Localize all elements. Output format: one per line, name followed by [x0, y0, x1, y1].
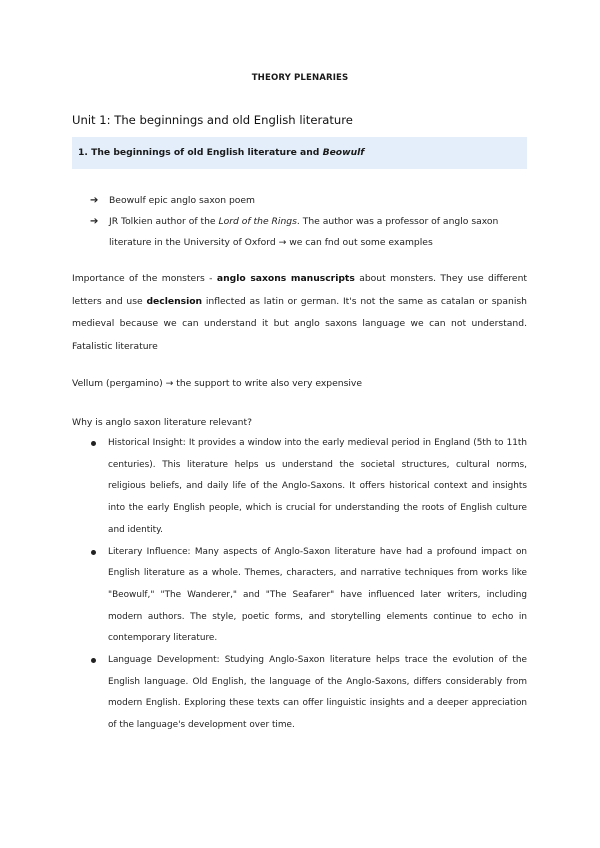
relevance-question: Why is anglo saxon literature relevant? [72, 417, 252, 428]
bullet-item-literary: Literary Influence: Many aspects of Anglo-Saxon literature have had a profound impact on English literature as a whole. Themes, characters, and narrative techniques from works like "Beowulf," "The Wanderer," and "The Seafarer" have influenced later writers, including modern authors. The style, poetic forms, and storytelling elements continue to echo in contemporary literature. [90, 542, 527, 651]
bullet-dot-icon [91, 550, 96, 555]
arrow-bullet-icon: ➔ [90, 216, 99, 227]
vellum-paragraph: Vellum (pergamino) → the support to write also very expensive [72, 378, 362, 389]
bullet-dot-icon [91, 441, 96, 446]
monsters-paragraph: Importance of the monsters - anglo saxons manuscripts about monsters. They use different letters and use declension inflected as latin or german. It's not the same as catalan or spanish medieval because we can understand it but anglo saxons language we can not understand. Fatalistic literature [72, 273, 528, 352]
arrow-bullet-icon: ➔ [90, 195, 99, 206]
bullet-list [90, 433, 527, 737]
bullet-item-language: Language Development: Studying Anglo-Saxon literature helps trace the evolution of the English language. Old English, the language of the Anglo-Saxons, differs considerably from modern English. Exploring these texts can offer linguistic insights and a deeper appreciation of the language's development over time. [90, 650, 527, 737]
document-title: THEORY PLENARIES [251, 73, 349, 83]
arrow-list-item: ➔ JR Tolkien author of the Lord of the Rings. The author was a professor of anglo saxon literature in the University of Oxford → we can fnd out some examples [90, 211, 510, 253]
arrow-list-item: ➔ Beowulf epic anglo saxon poem [90, 190, 510, 211]
arrow-list [90, 190, 510, 253]
unit-heading: Unit 1: The beginnings and old English literature [72, 113, 353, 127]
bullet-dot-icon [91, 658, 96, 663]
section-heading: 1. The beginnings of old English literature and Beowulf [78, 147, 365, 158]
bullet-item-historical: Historical Insight: It provides a window into the early medieval period in England (5th to 11th centuries). This literature helps us understand the societal structures, cultural norms, religious beliefs, and daily life of the Anglo-Saxons. It offers historical context and insights into the early English people, which is crucial for understanding the roots of English culture and identity. [90, 433, 527, 542]
section-heading-box [72, 137, 527, 169]
